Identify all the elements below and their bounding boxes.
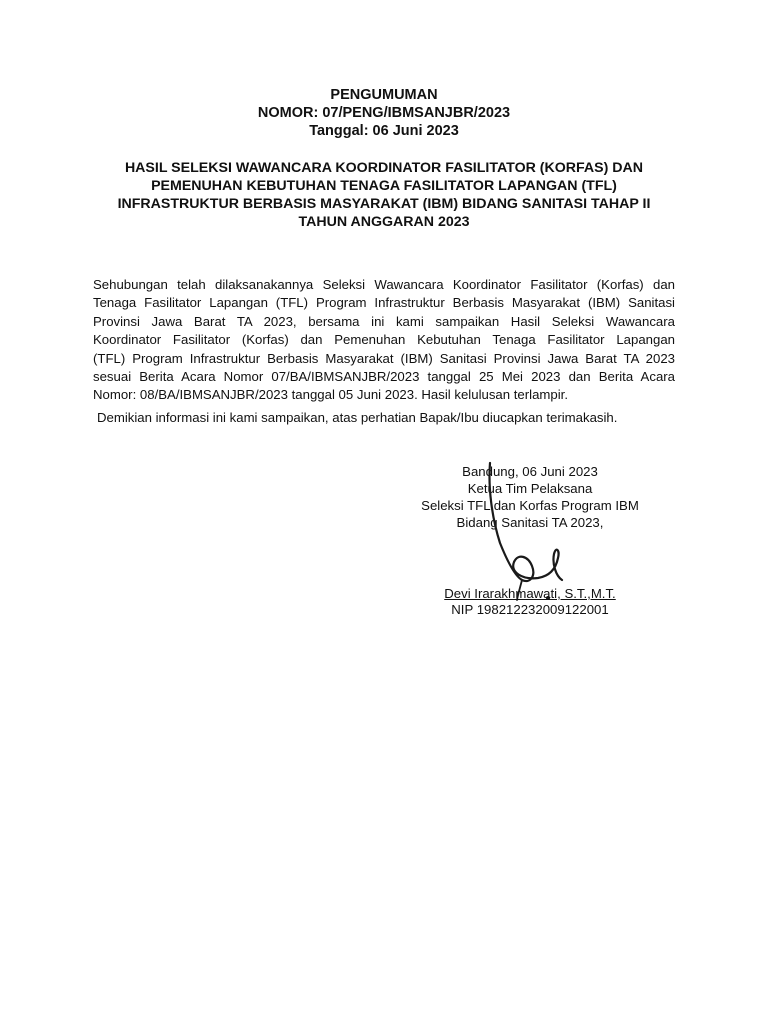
body-line: Sehubungan telah dilaksanakannya Seleksi Wawancara Koordinator Fasilitator (Korfas) dan	[93, 277, 675, 292]
signer-name: Devi Irarakhmawati, S.T.,M.T.	[444, 586, 616, 601]
closing-sentence: Demikian informasi ini kami sampaikan, atas perhatian Bapak/Ibu diucapkan terimakasih.	[97, 410, 618, 425]
body-paragraph	[93, 276, 675, 405]
signer-org-line: Seleksi TFL dan Korfas Program IBM	[421, 498, 639, 513]
signer-role: Ketua Tim Pelaksana	[467, 481, 593, 496]
body-line: (TFL) Program Infrastruktur Berbasis Masyarakat (IBM) Sanitasi Provinsi Jawa Barat TA 2023	[93, 350, 675, 366]
signer-nip: NIP 198212232009122001	[451, 602, 609, 617]
announcement-date: Tanggal: 06 Juni 2023	[309, 123, 459, 139]
signer-org-line: Bidang Sanitasi TA 2023,	[456, 515, 604, 530]
announcement-header	[0, 86, 768, 140]
announcement-number: NOMOR: 07/PENG/IBMSANJBR/2023	[257, 105, 511, 121]
announcement-label: PENGUMUMAN	[330, 87, 438, 103]
signer-details	[400, 586, 660, 618]
body-line: Provinsi Jawa Barat TA 2023, bersama ini kami sampaikan Hasil Seleksi Wawancara	[93, 313, 675, 329]
announcement-title	[60, 159, 708, 231]
title-line: TAHUN ANGGARAN 2023	[298, 214, 470, 230]
body-line: Nomor: 08/BA/IBMSANJBR/2023 tanggal 05 Juni 2023. Hasil kelulusan terlampir.	[93, 387, 568, 403]
title-line: PEMENUHAN KEBUTUHAN TENAGA FASILITATOR LAPANGAN (TFL)	[151, 178, 617, 194]
body-line: Koordinator Fasilitator (Korfas) dan Pemenuhan Kebutuhan Tenaga Fasilitator Lapangan	[93, 332, 675, 348]
place-date: Bandung, 06 Juni 2023	[462, 464, 598, 479]
title-line: INFRASTRUKTUR BERBASIS MASYARAKAT (IBM) BIDANG SANITASI TAHAP II	[117, 196, 651, 212]
body-line: sesuai Berita Acara Nomor 07/BA/IBMSANJBR/2023 tanggal 25 Mei 2023 dan Berita Acara	[93, 369, 675, 385]
body-line: Tenaga Fasilitator Lapangan (TFL) Program Infrastruktur Berbasis Masyarakat (IBM) Sanitasi	[93, 295, 675, 311]
title-line: HASIL SELEKSI WAWANCARA KOORDINATOR FASILITATOR (KORFAS) DAN	[124, 160, 644, 176]
